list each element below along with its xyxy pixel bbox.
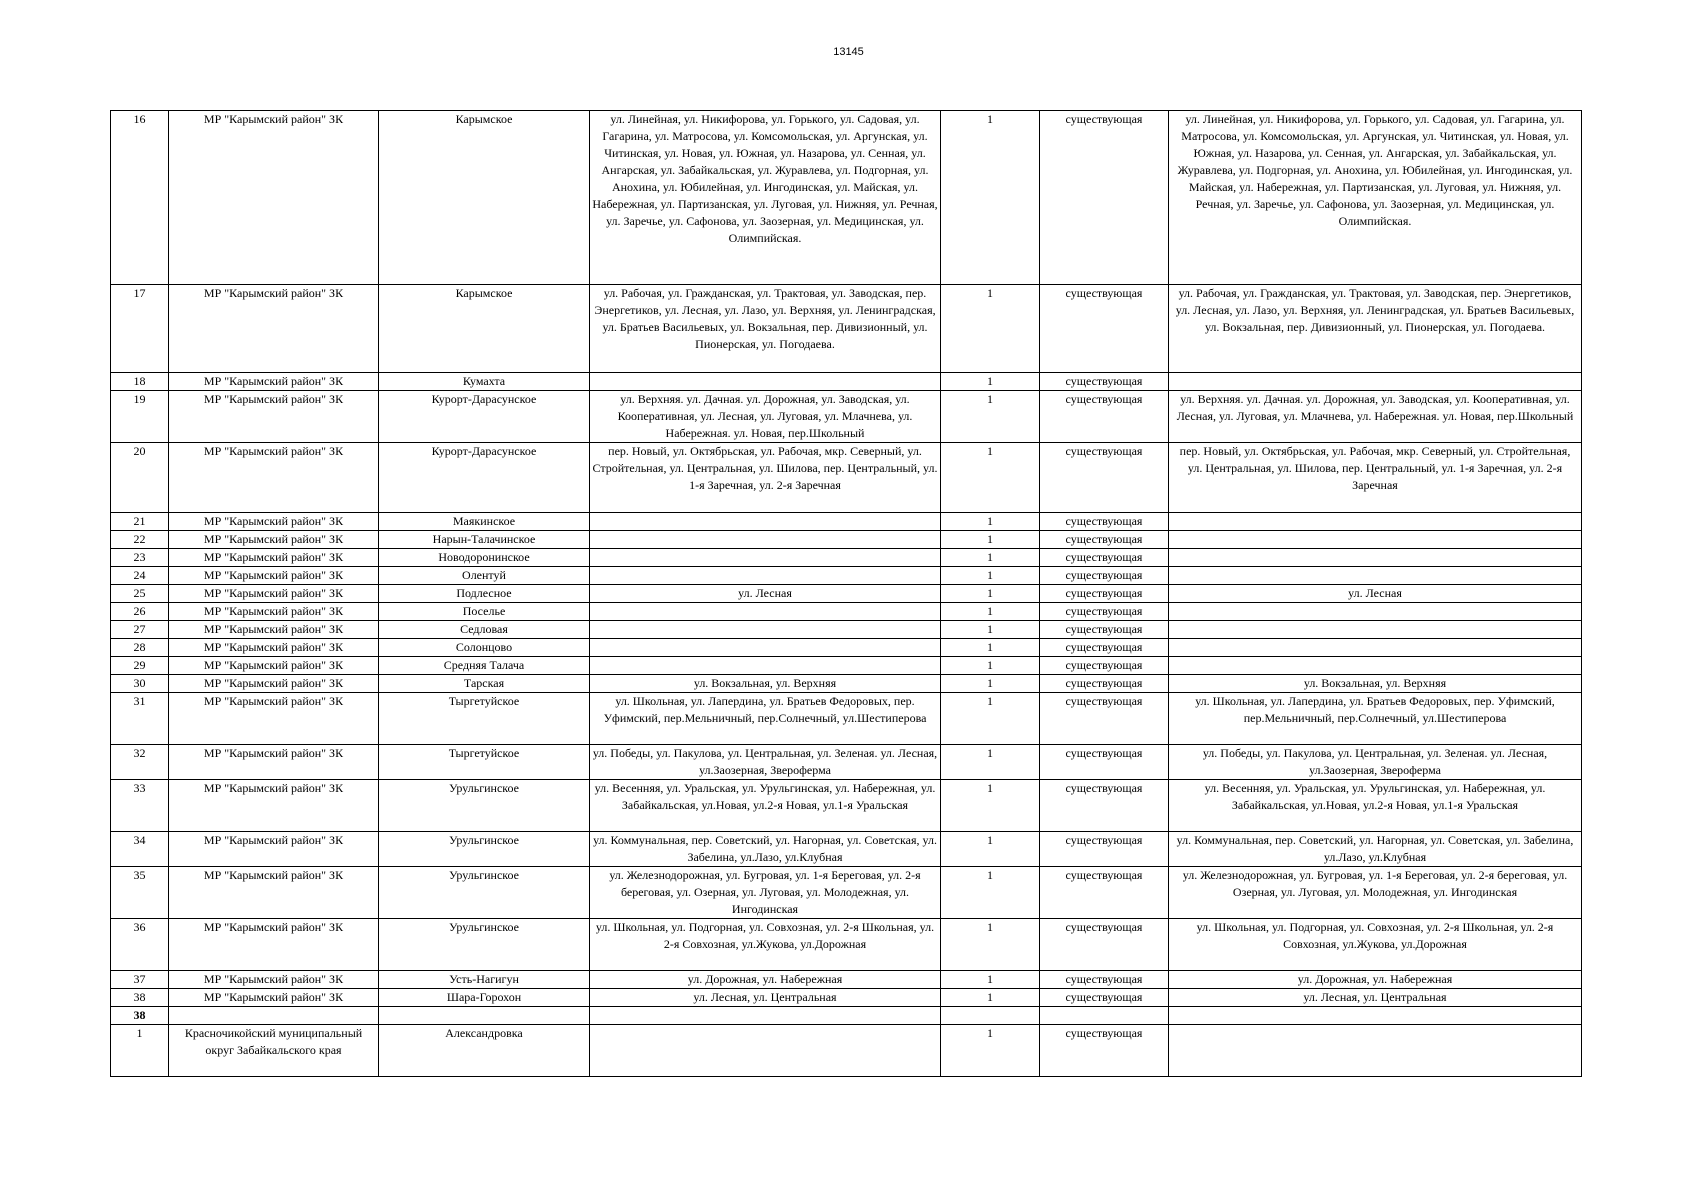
cell-streets-2: ул. Вокзальная, ул. Верхняя: [1169, 675, 1582, 693]
cell-streets: [590, 1025, 941, 1077]
cell-district: МР "Карымский район" ЗК: [169, 567, 379, 585]
cell-count: 1: [941, 603, 1040, 621]
cell-settlement: Средняя Талача: [379, 657, 590, 675]
cell-status: существующая: [1040, 603, 1169, 621]
cell-status: существующая: [1040, 285, 1169, 373]
cell-streets-2: [1169, 1007, 1582, 1025]
cell-count: 1: [941, 1025, 1040, 1077]
cell-status: существующая: [1040, 919, 1169, 971]
total-row: [111, 1007, 1582, 1025]
cell-settlement: Солонцово: [379, 639, 590, 657]
cell-number: 17: [111, 285, 169, 373]
cell-district: МР "Карымский район" ЗК: [169, 373, 379, 391]
cell-status: существующая: [1040, 513, 1169, 531]
cell-streets: ул. Лесная, ул. Центральная: [590, 989, 941, 1007]
cell-district: МР "Карымский район" ЗК: [169, 693, 379, 745]
table-row: [111, 989, 1582, 1007]
cell-district: МР "Карымский район" ЗК: [169, 832, 379, 867]
cell-streets-2: пер. Новый, ул. Октябрьская, ул. Рабочая, мкр. Северный, ул. Стройтельная, ул. Центральная, ул. Шилова, пер. Центральный, ул. 1-я Заречная, ул. 2-я Заречная: [1169, 443, 1582, 513]
cell-status: существующая: [1040, 832, 1169, 867]
cell-streets: ул. Вокзальная, ул. Верхняя: [590, 675, 941, 693]
cell-district: МР "Карымский район" ЗК: [169, 285, 379, 373]
table-row: [111, 391, 1582, 443]
cell-streets-2: [1169, 373, 1582, 391]
cell-status: существующая: [1040, 567, 1169, 585]
cell-status: [1040, 1007, 1169, 1025]
cell-settlement: Кумахта: [379, 373, 590, 391]
cell-streets: ул. Школьная, ул. Лапердина, ул. Братьев Федоровых, пер. Уфимский, пер.Мельничный, пер.Солнечный, ул.Шестиперова: [590, 693, 941, 745]
cell-streets-2: [1169, 1025, 1582, 1077]
cell-settlement: Новодоронинское: [379, 549, 590, 567]
table-row: [111, 531, 1582, 549]
cell-streets-2: ул. Рабочая, ул. Гражданская, ул. Трактовая, ул. Заводская, пер. Энергетиков, ул. Лесная, ул. Лазо, ул. Верхняя, ул. Ленинградская, ул. Братьев Васильевых, ул. Вокзальная, пер. Дивизионный, ул. Пионерская, ул. Погодаева.: [1169, 285, 1582, 373]
cell-status: существующая: [1040, 780, 1169, 832]
cell-count: 1: [941, 693, 1040, 745]
table-row: [111, 585, 1582, 603]
cell-number: 34: [111, 832, 169, 867]
table-row: [111, 621, 1582, 639]
cell-status: существующая: [1040, 675, 1169, 693]
cell-status: существующая: [1040, 585, 1169, 603]
table-row: [111, 780, 1582, 832]
cell-settlement: Урульгинское: [379, 867, 590, 919]
cell-number: 36: [111, 919, 169, 971]
cell-streets-2: [1169, 531, 1582, 549]
cell-settlement: Усть-Нагигун: [379, 971, 590, 989]
cell-settlement: Шара-Горохон: [379, 989, 590, 1007]
cell-district: МР "Карымский район" ЗК: [169, 745, 379, 780]
cell-district: МР "Карымский район" ЗК: [169, 867, 379, 919]
cell-streets: [590, 639, 941, 657]
cell-settlement: Карымское: [379, 285, 590, 373]
cell-district: МР "Карымский район" ЗК: [169, 971, 379, 989]
cell-streets-2: [1169, 621, 1582, 639]
table-row: [111, 373, 1582, 391]
cell-streets: [590, 621, 941, 639]
page-number: 13145: [833, 46, 864, 58]
cell-streets-2: ул. Коммунальная, пер. Советский, ул. Нагорная, ул. Советская, ул. Забелина, ул.Лазо, ул.Клубная: [1169, 832, 1582, 867]
cell-count: [941, 1007, 1040, 1025]
cell-count: 1: [941, 832, 1040, 867]
cell-count: 1: [941, 285, 1040, 373]
cell-status: существующая: [1040, 549, 1169, 567]
cell-settlement: Нарын-Талачинское: [379, 531, 590, 549]
cell-number: 31: [111, 693, 169, 745]
cell-settlement: Урульгинское: [379, 832, 590, 867]
cell-settlement: Карымское: [379, 111, 590, 285]
cell-settlement: Курорт-Дарасунское: [379, 443, 590, 513]
cell-number: 33: [111, 780, 169, 832]
cell-number: 38: [111, 989, 169, 1007]
cell-streets: ул. Победы, ул. Пакулова, ул. Центральная, ул. Зеленая. ул. Лесная, ул.Заозерная, Звероферма: [590, 745, 941, 780]
cell-count: 1: [941, 621, 1040, 639]
cell-streets-2: ул. Школьная, ул. Подгорная, ул. Совхозная, ул. 2-я Школьная, ул. 2-я Совхозная, ул.Жукова, ул.Дорожная: [1169, 919, 1582, 971]
cell-number: 1: [111, 1025, 169, 1077]
cell-streets: [590, 603, 941, 621]
cell-district: МР "Карымский район" ЗК: [169, 780, 379, 832]
cell-number: 28: [111, 639, 169, 657]
cell-count: 1: [941, 919, 1040, 971]
cell-streets: ул. Школьная, ул. Подгорная, ул. Совхозная, ул. 2-я Школьная, ул. 2-я Совхозная, ул.Жукова, ул.Дорожная: [590, 919, 941, 971]
cell-settlement: Подлесное: [379, 585, 590, 603]
cell-count: 1: [941, 657, 1040, 675]
table-row: [111, 693, 1582, 745]
table-row: [111, 832, 1582, 867]
cell-settlement: Александровка: [379, 1025, 590, 1077]
cell-streets: ул. Верхняя. ул. Дачная. ул. Дорожная, ул. Заводская, ул. Кооперативная, ул. Лесная, ул. Луговая, ул. Млачнева, ул. Набережная. ул. Новая, пер.Школьный: [590, 391, 941, 443]
cell-status: существующая: [1040, 1025, 1169, 1077]
cell-settlement: Тарская: [379, 675, 590, 693]
cell-number: 32: [111, 745, 169, 780]
cell-streets: ул. Рабочая, ул. Гражданская, ул. Трактовая, ул. Заводская, пер. Энергетиков, ул. Лесная, ул. Лазо, ул. Верхняя, ул. Ленинградская, ул. Братьев Васильевых, ул. Вокзальная, пер. Дивизионный, ул. Пионерская, ул. Погодаева.: [590, 285, 941, 373]
cell-streets-2: [1169, 513, 1582, 531]
table-row: [111, 867, 1582, 919]
cell-count: 1: [941, 745, 1040, 780]
table-row: [111, 513, 1582, 531]
cell-number: 22: [111, 531, 169, 549]
cell-streets: ул. Железнодорожная, ул. Бугровая, ул. 1-я Береговая, ул. 2-я береговая, ул. Озерная, ул. Луговая, ул. Молодежная, ул. Ингодинская: [590, 867, 941, 919]
streets-table: [110, 110, 1582, 1077]
cell-district: МР "Карымский район" ЗК: [169, 443, 379, 513]
cell-district: МР "Карымский район" ЗК: [169, 621, 379, 639]
cell-district: МР "Карымский район" ЗК: [169, 585, 379, 603]
cell-streets-2: ул. Лесная, ул. Центральная: [1169, 989, 1582, 1007]
table-row: [111, 1025, 1582, 1077]
cell-streets-2: ул. Железнодорожная, ул. Бугровая, ул. 1-я Береговая, ул. 2-я береговая, ул. Озерная, ул. Луговая, ул. Молодежная, ул. Ингодинская: [1169, 867, 1582, 919]
cell-status: существующая: [1040, 745, 1169, 780]
cell-district: МР "Карымский район" ЗК: [169, 391, 379, 443]
cell-settlement: Олентуй: [379, 567, 590, 585]
cell-number: 20: [111, 443, 169, 513]
cell-count: 1: [941, 780, 1040, 832]
cell-number: 23: [111, 549, 169, 567]
cell-number: 18: [111, 373, 169, 391]
cell-count: 1: [941, 111, 1040, 285]
cell-streets: [590, 373, 941, 391]
cell-count: 1: [941, 971, 1040, 989]
cell-count: 1: [941, 639, 1040, 657]
cell-district: МР "Карымский район" ЗК: [169, 675, 379, 693]
cell-district: МР "Карымский район" ЗК: [169, 603, 379, 621]
cell-streets: [590, 1007, 941, 1025]
cell-status: существующая: [1040, 391, 1169, 443]
cell-district: МР "Карымский район" ЗК: [169, 549, 379, 567]
cell-settlement: Курорт-Дарасунское: [379, 391, 590, 443]
cell-streets-2: [1169, 657, 1582, 675]
cell-settlement: Урульгинское: [379, 780, 590, 832]
cell-status: существующая: [1040, 693, 1169, 745]
table-row: [111, 549, 1582, 567]
cell-number: 35: [111, 867, 169, 919]
cell-count: 1: [941, 549, 1040, 567]
cell-count: 1: [941, 373, 1040, 391]
cell-streets-2: [1169, 639, 1582, 657]
cell-number: 30: [111, 675, 169, 693]
cell-status: существующая: [1040, 373, 1169, 391]
cell-settlement: Поселье: [379, 603, 590, 621]
table-row: [111, 111, 1582, 285]
table-row: [111, 919, 1582, 971]
cell-number: 21: [111, 513, 169, 531]
cell-settlement: Тыргетуйское: [379, 693, 590, 745]
cell-settlement: Маякинское: [379, 513, 590, 531]
cell-streets-2: [1169, 567, 1582, 585]
table-row: [111, 567, 1582, 585]
cell-streets-2: [1169, 603, 1582, 621]
cell-settlement: [379, 1007, 590, 1025]
cell-streets: [590, 549, 941, 567]
cell-number: 37: [111, 971, 169, 989]
cell-count: 1: [941, 567, 1040, 585]
cell-streets-2: ул. Школьная, ул. Лапердина, ул. Братьев Федоровых, пер. Уфимский, пер.Мельничный, пер.Солнечный, ул.Шестиперова: [1169, 693, 1582, 745]
cell-district: МР "Карымский район" ЗК: [169, 111, 379, 285]
cell-district: МР "Карымский район" ЗК: [169, 639, 379, 657]
cell-number: 19: [111, 391, 169, 443]
cell-district: МР "Карымский район" ЗК: [169, 531, 379, 549]
cell-streets-2: ул. Победы, ул. Пакулова, ул. Центральная, ул. Зеленая. ул. Лесная, ул.Заозерная, Звероферма: [1169, 745, 1582, 780]
cell-count: 1: [941, 585, 1040, 603]
cell-count: 1: [941, 531, 1040, 549]
cell-settlement: Седловая: [379, 621, 590, 639]
cell-district: МР "Карымский район" ЗК: [169, 919, 379, 971]
cell-streets: пер. Новый, ул. Октябрьская, ул. Рабочая, мкр. Северный, ул. Стройтельная, ул. Центральная, ул. Шилова, пер. Центральный, ул. 1-я Заречная, ул. 2-я Заречная: [590, 443, 941, 513]
cell-streets-2: [1169, 549, 1582, 567]
cell-settlement: Тыргетуйское: [379, 745, 590, 780]
table-row: [111, 971, 1582, 989]
table-row: [111, 745, 1582, 780]
cell-status: существующая: [1040, 971, 1169, 989]
table-row: [111, 443, 1582, 513]
cell-district: [169, 1007, 379, 1025]
cell-status: существующая: [1040, 443, 1169, 513]
cell-number: 25: [111, 585, 169, 603]
cell-streets-2: ул. Линейная, ул. Никифорова, ул. Горького, ул. Садовая, ул. Гагарина, ул. Матросова, ул. Комсомольская, ул. Аргунская, ул. Читинская, ул. Новая, ул. Южная, ул. Назарова, ул. Сенная, ул. Ангарская, ул. Забайкальская, ул. Журавлева, ул. Подгорная, ул. Анохина, ул. Юбилейная, ул. Ингодинская, ул. Майская, ул. Набережная, ул. Партизанская, ул. Луговая, ул. Нижняя, ул. Речная, ул. Заречье, ул. Сафонова, ул. Заозерная, ул. Медицинская, ул. Олимпийская.: [1169, 111, 1582, 285]
cell-district: МР "Карымский район" ЗК: [169, 513, 379, 531]
total-count: 38: [111, 1007, 169, 1025]
cell-streets: ул. Линейная, ул. Никифорова, ул. Горького, ул. Садовая, ул. Гагарина, ул. Матросова, ул. Комсомольская, ул. Аргунская, ул. Читинская, ул. Новая, ул. Южная, ул. Назарова, ул. Сенная, ул. Ангарская, ул. Забайкальская, ул. Журавлева, ул. Подгорная, ул. Анохина, ул. Юбилейная, ул. Ингодинская, ул. Майская, ул. Набережная, ул. Партизанская, ул. Луговая, ул. Нижняя, ул. Речная, ул. Заречье, ул. Сафонова, ул. Заозерная, ул. Медицинская, ул. Олимпийская.: [590, 111, 941, 285]
cell-streets-2: ул. Дорожная, ул. Набережная: [1169, 971, 1582, 989]
cell-count: 1: [941, 391, 1040, 443]
cell-district: МР "Карымский район" ЗК: [169, 989, 379, 1007]
table-row: [111, 603, 1582, 621]
cell-number: 16: [111, 111, 169, 285]
cell-status: существующая: [1040, 989, 1169, 1007]
cell-count: 1: [941, 867, 1040, 919]
table-body: [111, 111, 1582, 1077]
cell-count: 1: [941, 513, 1040, 531]
cell-status: существующая: [1040, 531, 1169, 549]
cell-streets: ул. Дорожная, ул. Набережная: [590, 971, 941, 989]
cell-streets: [590, 567, 941, 585]
cell-streets-2: ул. Верхняя. ул. Дачная. ул. Дорожная, ул. Заводская, ул. Кооперативная, ул. Лесная, ул. Луговая, ул. Млачнева, ул. Набережная. ул. Новая, пер.Школьный: [1169, 391, 1582, 443]
cell-status: существующая: [1040, 639, 1169, 657]
cell-number: 29: [111, 657, 169, 675]
table-row: [111, 657, 1582, 675]
cell-number: 26: [111, 603, 169, 621]
cell-streets: ул. Коммунальная, пер. Советский, ул. Нагорная, ул. Советская, ул. Забелина, ул.Лазо, ул.Клубная: [590, 832, 941, 867]
cell-status: существующая: [1040, 657, 1169, 675]
cell-streets-2: ул. Весенняя, ул. Уральская, ул. Урульгинская, ул. Набережная, ул. Забайкальская, ул.Новая, ул.2-я Новая, ул.1-я Уральская: [1169, 780, 1582, 832]
cell-status: существующая: [1040, 111, 1169, 285]
cell-streets: [590, 657, 941, 675]
cell-count: 1: [941, 989, 1040, 1007]
cell-district: МР "Карымский район" ЗК: [169, 657, 379, 675]
cell-streets: ул. Лесная: [590, 585, 941, 603]
table-row: [111, 285, 1582, 373]
cell-streets: ул. Весенняя, ул. Уральская, ул. Урульгинская, ул. Набережная, ул. Забайкальская, ул.Новая, ул.2-я Новая, ул.1-я Уральская: [590, 780, 941, 832]
cell-streets: [590, 531, 941, 549]
cell-status: существующая: [1040, 867, 1169, 919]
cell-number: 27: [111, 621, 169, 639]
cell-count: 1: [941, 675, 1040, 693]
table-row: [111, 675, 1582, 693]
cell-number: 24: [111, 567, 169, 585]
cell-streets: [590, 513, 941, 531]
cell-district: Красночикойский муниципальный округ Забайкальского края: [169, 1025, 379, 1077]
cell-status: существующая: [1040, 621, 1169, 639]
cell-streets-2: ул. Лесная: [1169, 585, 1582, 603]
table-row: [111, 639, 1582, 657]
cell-count: 1: [941, 443, 1040, 513]
cell-settlement: Урульгинское: [379, 919, 590, 971]
